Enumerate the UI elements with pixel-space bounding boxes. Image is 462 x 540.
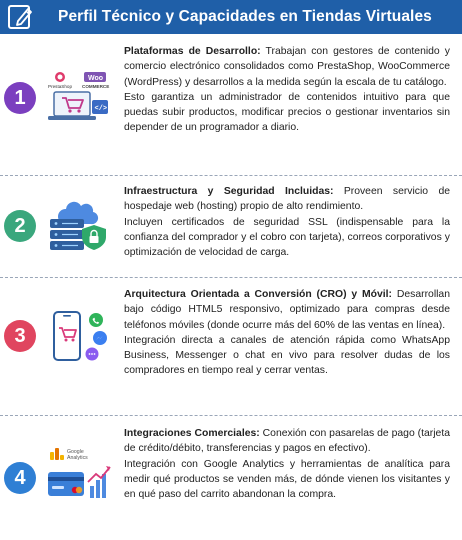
woo-logo-text: Woo [88,75,104,82]
ecommerce-platforms-icon [44,70,114,132]
section-body: Incluyen certificados de seguridad SSL (indispensable para la confianza del comprador y el cobro con tarjeta), correos corporativos y optimización de velocidad de carga. [124,216,450,259]
section-2-text [124,184,450,260]
divider [0,415,462,416]
section-number-badge: 1 [4,82,36,114]
section-body: Integración con Google Analytics y herramientas de analítica para medir qué productos se venden más, de dónde vienen los visitantes y en qué paso del carrito abandonan la compra. [124,458,450,501]
section-body: Esto garantiza un administrador de contenidos intuitivo para que puedas subir productos, modificar precios o gestionar inventarios sin depender de un programador a diario. [124,91,450,134]
google-logo-text: Google [67,449,84,455]
divider [0,175,462,176]
section-3-text [124,287,450,379]
section-1-text [124,44,450,136]
prestashop-logo-text: PrestaShop [48,84,73,89]
section-lead: Conexión con pasarelas de pago (tarjeta de crédito/débito, transferencias y pagos en efectivo). [124,428,450,455]
section-lead: Trabajan con gestores de contenido y comercio electrónico consolidados como PrestaShop, WooCommerce (WordPress) y desarrollos a la medida según la escala de tu catálogo. [124,46,450,88]
analytics-payments-icon [44,446,114,508]
section-number-badge: 4 [4,462,36,494]
section-title: Arquitectura Orientada a Conversión (CRO) y Móvil: [124,289,393,300]
woocommerce-logo-text: COMMERCE [82,84,110,89]
section-4-text [124,426,450,502]
section-title: Infraestructura y Seguridad Incluidas: [124,186,334,197]
page-title: Perfil Técnico y Capacidades en Tiendas Virtuales [58,8,432,25]
cloud-server-security-icon [44,195,114,257]
svg-text:</>: </> [94,105,108,113]
section-number-badge: 3 [4,320,36,352]
section-lead: Proveen servicio de hospedaje web (hosting) propio de alto rendimiento. [124,186,450,213]
divider [0,277,462,278]
section-title: Plataformas de Desarrollo: [124,46,261,57]
analytics-logo-text: Analytics [67,455,88,461]
section-lead: Desarrollan bajo código HTML5 responsivo, optimizado para compras desde teléfonos móviles (donde ocurre más del 60% de las ventas en línea). [124,289,450,331]
section-title: Integraciones Comerciales: [124,428,260,439]
section-body: Integración directa a canales de atención rápida como WhatsApp Business, Messenger o chat en vivo para resolver dudas de los compradores en tiempo real y cerrar ventas. [124,334,450,377]
section-number-badge: 2 [4,210,36,242]
edit-document-icon [6,3,34,31]
header-bar [0,0,462,34]
mobile-cart-chat-icon [44,308,114,370]
